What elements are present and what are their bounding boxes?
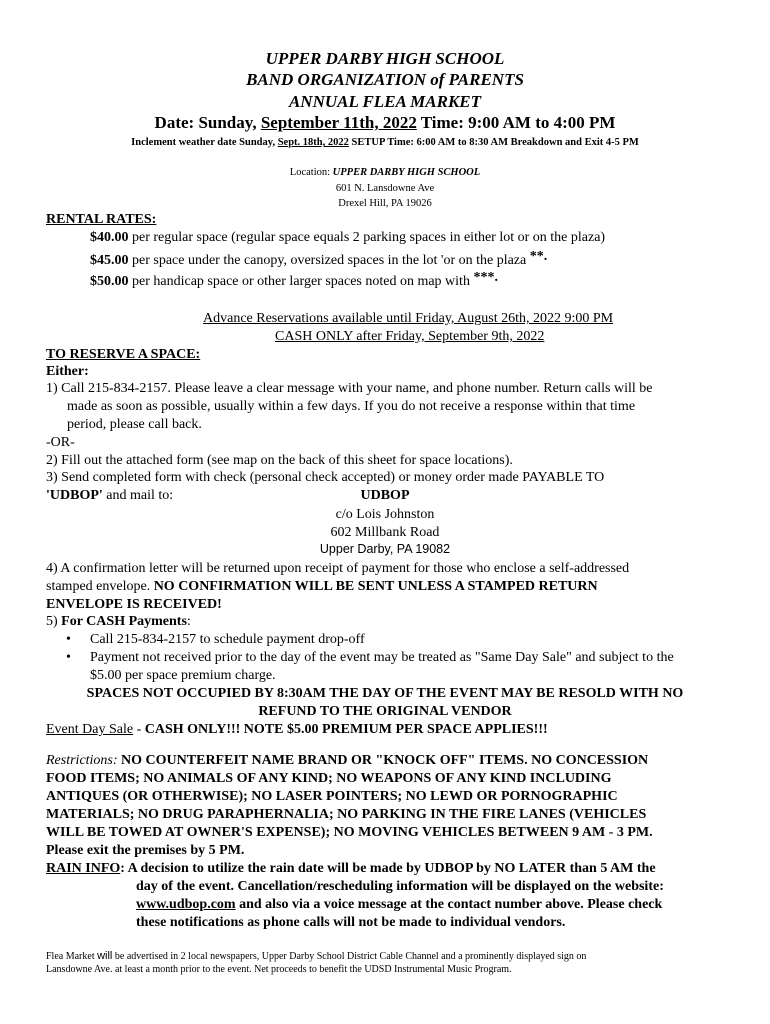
step-2: 2) Fill out the attached form (see map on the back of this sheet for space locations). [46,453,513,468]
title-line-1: UPPER DARBY HIGH SCHOOL [265,49,505,68]
step-1-cont-2: period, please call back. [67,417,202,432]
payable-to: 'UDBOP' [46,488,103,503]
rate-canopy [90,249,548,270]
restrictions-text-1: NO COUNTERFEIT NAME BRAND OR "KNOCK OFF" ITEMS. NO CONCESSION [117,753,649,768]
bullet-icon: • [66,650,71,665]
rate-handicap-price: $50.00 [90,274,129,289]
setup-info: SETUP Time: 6:00 AM to 8:30 AM Breakdown and Exit 4-5 PM [348,137,639,148]
date-prefix: Date: Sunday, [154,113,261,132]
restrictions-line-2: FOOD ITEMS; NO ANIMALS OF ANY KIND; NO WEAPONS OF ANY KIND INCLUDING [46,771,612,786]
notice-line-1: SPACES NOT OCCUPIED BY 8:30AM THE DAY OF THE EVENT MAY BE RESOLD WITH NO [86,686,684,701]
bullet-icon: • [66,632,71,647]
mail-to-label: and mail to: [102,488,174,503]
cash-only-date: CASH ONLY after Friday, September 9th, 2022 [275,329,545,344]
footer-text-a: Flea Market [46,951,98,962]
footer-line-2: Lansdowne Ave. at least a month prior to the event. Net proceeds to benefit the UDSD Instrumental Music Program. [46,964,512,975]
notice-line-2: REFUND TO THE ORIGINAL VENDOR [258,704,512,719]
event-day-dash: - [133,722,145,737]
step-4-plain: stamped envelope. [46,579,154,594]
inclement-date: Sept. 18th, 2022 [277,137,349,148]
rain-info-text-1: : A decision to utilize the rain date will be made by UDBOP by NO LATER than 5 AM the [120,861,656,876]
rain-info-line-4: these notifications as phone calls will not be made to individual vendors. [136,915,566,930]
address-name: UDBOP [360,488,410,503]
rain-info-label: RAIN INFO [46,861,121,876]
step-5 [46,613,191,631]
rain-info-line-2: day of the event. Cancellation/rescheduling information will be displayed on the website: [136,879,664,894]
address-street: 602 Millbank Road [330,525,440,540]
event-day-sale [46,721,548,739]
step-3: 3) Send completed form with check (personal check accepted) or money order made PAYABLE TO [46,470,605,485]
advance-reservations: Advance Reservations available until Friday, August 26th, 2022 9:00 PM [203,311,614,326]
restrictions-line-6: Please exit the premises by 5 PM. [46,843,245,858]
step-4-warning-cont: ENVELOPE IS RECEIVED! [46,597,222,612]
event-day-text: CASH ONLY!!! NOTE $5.00 PREMIUM PER SPACE APPLIES!!! [144,722,548,737]
rain-info-line-3 [136,896,662,914]
address-city: Upper Darby, PA 19082 [319,542,451,556]
website-link[interactable]: www.udbop.com [136,897,236,912]
title-line-3: ANNUAL FLEA MARKET [288,92,482,111]
step-5-number: 5) [46,614,62,629]
event-day-label: Event Day Sale [46,722,134,737]
location-city: Drexel Hill, PA 19026 [338,198,432,209]
date-line [0,113,770,133]
step-1: 1) Call 215-834-2157. Please leave a clear message with your name, and phone number. Return calls will be [46,381,653,396]
step-4: 4) A confirmation letter will be returned upon receipt of payment for those who enclose a self-addressed [46,561,630,576]
rental-heading: RENTAL RATES: [46,212,157,227]
rate-regular-desc: per regular space (regular space equals 2 parking spaces in either lot or on the plaza) [128,230,606,245]
double-asterisk-mark: **. [529,249,548,264]
rain-info-line-1 [46,860,656,878]
title-line-2: BAND ORGANIZATION of PARENTS [246,70,524,89]
either-label: Either: [46,364,89,379]
inclement-prefix: Inclement weather date Sunday, [131,137,278,148]
footer-text-b: be advertised in 2 local newspapers, Upper Darby School District Cable Channel and a prominently displayed sign on [112,951,587,962]
location-line [0,167,770,178]
location-street: 601 N. Lansdowne Ave [335,183,435,194]
step-5-colon: : [186,614,191,629]
bullet-2-text: Payment not received prior to the day of the event may be treated as "Same Day Sale" and subject to the [90,650,674,665]
restrictions-line-3: ANTIQUES (OR OTHERWISE); NO LASER POINTERS; NO LEWD OR PORNOGRAPHIC [46,789,618,804]
reserve-heading: TO RESERVE A SPACE: [46,347,201,362]
footer-line-1 [46,950,586,962]
inclement-line [0,137,770,148]
location-name: UPPER DARBY HIGH SCHOOL [332,167,481,178]
or-separator: -OR- [46,435,75,450]
restrictions-line-1 [46,752,648,770]
rate-handicap-desc: per handicap space or other larger spaces noted on map with [128,274,474,289]
triple-asterisk-mark: ***. [473,270,498,285]
event-date: September 11th, 2022 [260,113,417,132]
rate-canopy-desc: per space under the canopy, oversized spaces in the lot 'or on the plaza [128,253,530,268]
step-5-heading: For CASH Payments [61,614,187,629]
address-co: c/o Lois Johnston [335,507,435,522]
rate-regular [90,229,605,247]
event-time: Time: 9:00 AM to 4:00 PM [416,113,616,132]
rate-regular-price: $40.00 [90,230,129,245]
rate-canopy-price: $45.00 [90,253,129,268]
rate-handicap [90,270,498,291]
restrictions-line-5: WILL BE TOWED AT OWNER'S EXPENSE); NO MOVING VEHICLES BETWEEN 9 AM - 3 PM. [46,825,653,840]
footer-text-will: will [97,950,113,962]
rain-info-text-3: and also via a voice message at the contact number above. Please check [235,897,663,912]
restrictions-label: Restrictions: [46,753,118,768]
restrictions-line-4: MATERIALS; NO DRUG PARAPHERNALIA; NO PARKING IN THE FIRE LANES (VEHICLES [46,807,647,822]
bullet-2-cont: $5.00 per space premium charge. [90,668,276,683]
step-1-cont: made as soon as possible, usually within a few days. If you do not receive a response within that time [67,399,636,414]
step-4-warning: NO CONFIRMATION WILL BE SENT UNLESS A STAMPED RETURN [153,579,598,594]
bullet-1-text: Call 215-834-2157 to schedule payment drop-off [90,632,365,647]
location-label: Location: [289,167,333,178]
step-4-cont [46,578,598,596]
